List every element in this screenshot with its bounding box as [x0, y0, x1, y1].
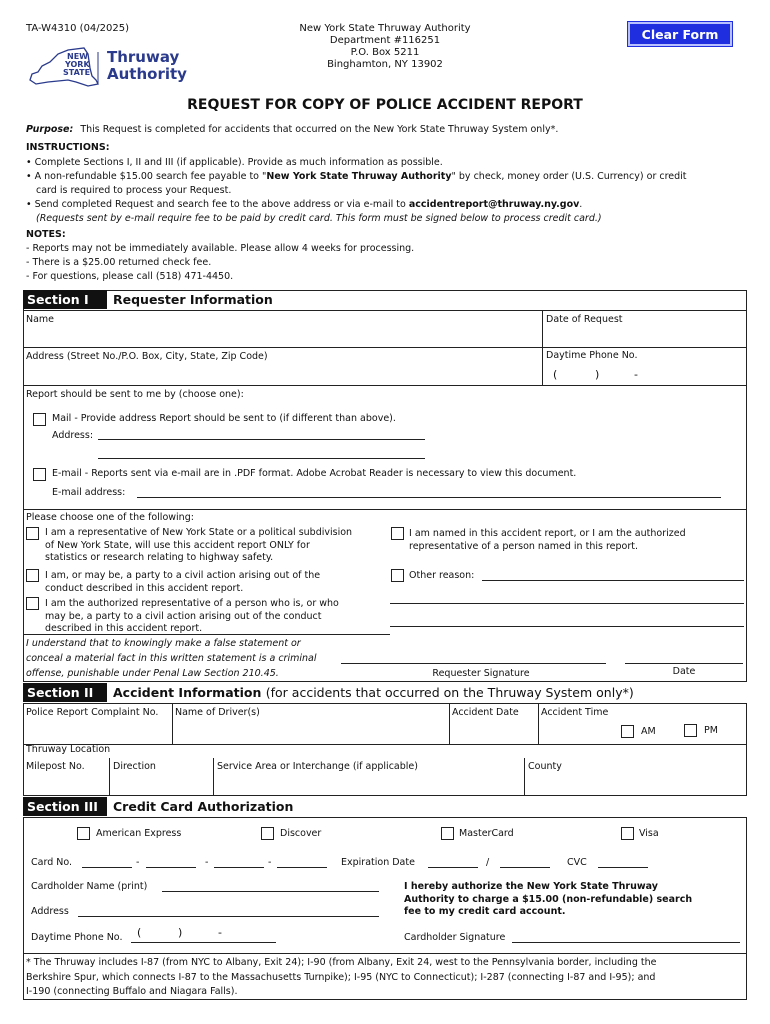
option-other-label: Other reason: [409, 570, 475, 581]
note-1: - Reports may not be immediately available. Please allow 4 weeks for processing. [26, 243, 415, 254]
option-state-rep-checkbox[interactable] [26, 527, 39, 540]
visa-checkbox[interactable] [621, 827, 634, 840]
accident-time-label: Accident Time [541, 707, 609, 718]
option-civil-rep-checkbox[interactable] [26, 597, 39, 610]
requester-signature-label: Requester Signature [432, 668, 530, 679]
instruction-3-note: (Requests sent by e-mail require fee to be paid by credit card. This form must be signed below to process credit card.) [36, 213, 602, 224]
name-label: Name [26, 314, 55, 325]
option-other-checkbox[interactable] [391, 569, 404, 582]
mail-address-label: Address: [52, 430, 94, 441]
note-2: - There is a $25.00 returned check fee. [26, 257, 212, 268]
cvc-label: CVC [567, 857, 587, 868]
instruction-3-pre: • Send completed Request and search fee to the above address or via e-mail to [26, 199, 409, 210]
thruway-location-label: Thruway Location [26, 744, 111, 755]
clear-form-button[interactable]: Clear Form [628, 22, 732, 46]
footnote [26, 956, 656, 1000]
divider [524, 758, 525, 796]
pm-label: PM [704, 725, 718, 736]
org-po-box: P.O. Box 5211 [350, 47, 420, 58]
authorization-statement [404, 881, 692, 919]
email-address-label: E-mail address: [52, 487, 126, 498]
service-area-label: Service Area or Interchange (if applicable) [217, 761, 418, 772]
am-label: AM [641, 726, 656, 737]
am-checkbox[interactable] [621, 725, 634, 738]
cardholder-address-label: Address [31, 906, 69, 917]
purpose [26, 124, 558, 135]
instruction-2-post: " by check, money order (U.S. Currency) or credit [451, 171, 687, 182]
authorization-line-3: fee to my credit card account. [404, 906, 566, 917]
requester-date-line[interactable] [625, 663, 743, 664]
divider [172, 703, 173, 744]
cardholder-signature-label: Cardholder Signature [404, 932, 506, 943]
option-state-rep-line-2: of New York State, will use this accident report ONLY for [45, 539, 310, 551]
option-named-line-1: I am named in this accident report, or I am the authorized [409, 528, 686, 539]
section-1-tag: Section I [23, 290, 107, 309]
option-named-line-2: representative of a person named in this report. [409, 540, 638, 552]
other-reason-line-3[interactable] [390, 626, 744, 627]
phone-close-paren: ) [595, 368, 600, 381]
amex-label: American Express [96, 828, 182, 839]
requester-signature-line[interactable] [341, 663, 606, 664]
card-dash-2: - [205, 857, 209, 868]
attestation-line-1: I understand that to knowingly make a false statement or [26, 638, 301, 649]
purpose-label: Purpose: [26, 124, 74, 135]
section-2-tag: Section II [23, 683, 107, 702]
police-report-label: Police Report Complaint No. [26, 707, 159, 718]
card-number-group-3[interactable] [214, 867, 264, 868]
divider [213, 758, 214, 796]
accident-date-label: Accident Date [452, 707, 519, 718]
logo-york: YORK [65, 60, 90, 69]
instruction-2 [26, 171, 687, 182]
card-number-group-2[interactable] [146, 867, 196, 868]
direction-label: Direction [113, 761, 156, 772]
email-option-label: E-mail - Reports sent via e-mail are in .PDF format. Adobe Acrobat Reader is necessary to view this document. [52, 468, 577, 479]
org-name: New York State Thruway Authority [299, 23, 471, 34]
divider [23, 744, 747, 745]
email-address-line[interactable] [137, 497, 721, 498]
divider [23, 347, 747, 348]
option-civil-party-line-1: I am, or may be, a party to a civil action arising out of the [45, 570, 321, 581]
other-reason-line-1[interactable] [482, 580, 744, 581]
logo-thruway: Thruway [107, 48, 180, 66]
mailing-address [280, 23, 490, 71]
cardholder-phone-dash: - [218, 926, 222, 939]
card-number-group-1[interactable] [82, 867, 132, 868]
org-city: Binghamton, NY 13902 [327, 59, 443, 70]
attestation [26, 636, 316, 681]
cardholder-phone-line[interactable] [131, 942, 276, 943]
section-2-title-text: Accident Information [113, 685, 262, 700]
cardholder-phone-close: ) [178, 926, 183, 939]
phone-open-paren: ( [553, 368, 558, 381]
cardholder-phone-label: Daytime Phone No. [31, 932, 123, 943]
instruction-2-payee: New York State Thruway Authority [266, 171, 452, 182]
cardholder-name-label: Cardholder Name (print) [31, 881, 148, 892]
divider [23, 310, 747, 311]
divider [109, 758, 110, 796]
milepost-label: Milepost No. [26, 761, 85, 772]
logo-new: NEW [67, 52, 88, 61]
attestation-line-2: conceal a material fact in this written statement is a criminal [26, 653, 317, 664]
purpose-text: This Request is completed for accidents that occurred on the New York State Thruway System only*. [80, 124, 559, 135]
address-label: Address (Street No./P.O. Box, City, State, Zip Code) [26, 351, 268, 362]
card-dash-3: - [268, 857, 272, 868]
drivers-label: Name of Driver(s) [175, 707, 260, 718]
option-named-label [409, 528, 686, 553]
requester-date-label: Date [672, 666, 696, 677]
pm-checkbox[interactable] [684, 724, 697, 737]
mail-address-line-2[interactable] [98, 458, 425, 459]
instructions-heading: INSTRUCTIONS: [26, 142, 110, 153]
option-civil-rep-label [45, 598, 339, 636]
date-of-request-label: Date of Request [546, 314, 623, 325]
choose-label: Please choose one of the following: [26, 512, 194, 523]
instruction-3-email: accidentreport@thruway.ny.gov [408, 199, 580, 210]
mastercard-checkbox[interactable] [441, 827, 454, 840]
footnote-line-1: * The Thruway includes I-87 (from NYC to Albany, Exit 24); I-90 (from Albany, Exit 24, west to the Pennsylvania border, including the [26, 957, 657, 968]
county-label: County [528, 761, 562, 772]
section-3-title: Credit Card Authorization [113, 799, 294, 814]
option-civil-rep-line-3: described in this accident report. [45, 623, 203, 634]
notes-heading: NOTES: [26, 229, 66, 240]
option-state-rep-label [45, 527, 352, 565]
expiration-month[interactable] [428, 867, 478, 868]
phone-dash: - [634, 368, 638, 381]
option-state-rep-line-1: I am a representative of New York State or a political subdivision [45, 527, 353, 538]
cardholder-phone-open: ( [137, 926, 142, 939]
mail-checkbox[interactable] [33, 413, 46, 426]
footnote-line-2: Berkshire Spur, which connects I-87 to the Massachusetts Turnpike); I-95 (NYC to Connecticut); I-287 (connecting I-87 and I-95); and [26, 971, 656, 983]
divider [23, 634, 390, 635]
discover-checkbox[interactable] [261, 827, 274, 840]
card-dash-1: - [136, 857, 140, 868]
mail-option-label: Mail - Provide address Report should be sent to (if different than above). [52, 413, 396, 424]
other-reason-line-2[interactable] [390, 603, 744, 604]
email-checkbox[interactable] [33, 468, 46, 481]
expiration-year[interactable] [500, 867, 550, 868]
option-civil-party-checkbox[interactable] [26, 569, 39, 582]
mail-address-line-1[interactable] [98, 439, 425, 440]
option-civil-party-label [45, 570, 320, 595]
divider [23, 385, 747, 386]
cardholder-signature-line[interactable] [512, 942, 740, 943]
footnote-line-3: I-190 (connecting Buffalo and Niagara Falls). [26, 986, 238, 997]
option-state-rep-line-3: statistics or research relating to highway safety. [45, 552, 274, 563]
instruction-3 [26, 199, 582, 210]
amex-checkbox[interactable] [77, 827, 90, 840]
expiration-label: Expiration Date [341, 857, 415, 868]
attestation-line-3: offense, punishable under Penal Law Section 210.45. [26, 668, 279, 679]
section-2-title [113, 684, 634, 701]
authorization-line-1: I hereby authorize the New York State Thruway [404, 881, 658, 892]
cvc-field[interactable] [598, 867, 648, 868]
discover-label: Discover [280, 828, 322, 839]
visa-label: Visa [639, 828, 659, 839]
instruction-2-cont: card is required to process your Request. [36, 185, 232, 196]
section-2-title-note: (for accidents that occurred on the Thruway System only*) [265, 685, 634, 700]
page-title: REQUEST FOR COPY OF POLICE ACCIDENT REPORT [187, 97, 583, 113]
section-1-title: Requester Information [113, 292, 273, 307]
send-by-label: Report should be sent to me by (choose one): [26, 389, 244, 400]
expiration-slash: / [486, 857, 490, 868]
authorization-line-2: Authority to charge a $15.00 (non-refundable) search [404, 893, 693, 905]
logo-authority: Authority [107, 65, 187, 83]
note-3: - For questions, please call (518) 471-4450. [26, 271, 234, 282]
option-civil-rep-line-2: may be, a party to a civil action arising out of the conduct [45, 610, 322, 622]
form-id: TA-W4310 (04/2025) [26, 23, 130, 34]
card-number-group-4[interactable] [277, 867, 327, 868]
mastercard-label: MasterCard [459, 828, 514, 839]
cardholder-name-line[interactable] [162, 891, 379, 892]
divider [538, 703, 539, 744]
logo-state: STATE [63, 68, 91, 77]
card-number-label: Card No. [31, 857, 73, 868]
divider [23, 509, 747, 510]
daytime-phone-label: Daytime Phone No. [546, 350, 638, 361]
instruction-1: • Complete Sections I, II and III (if applicable). Provide as much information as possible. [26, 157, 443, 168]
option-civil-rep-line-1: I am the authorized representative of a person who is, or who [45, 598, 339, 609]
divider [449, 703, 450, 744]
option-civil-party-line-2: conduct described in this accident report. [45, 582, 244, 594]
instruction-2-pre: • A non-refundable $15.00 search fee payable to " [26, 171, 267, 182]
thruway-logo [28, 46, 188, 88]
option-named-checkbox[interactable] [391, 527, 404, 540]
org-department: Department #116251 [329, 35, 441, 46]
section-3-tag: Section III [23, 797, 107, 816]
instruction-3-post: . [579, 199, 583, 210]
cardholder-address-line[interactable] [78, 916, 379, 917]
